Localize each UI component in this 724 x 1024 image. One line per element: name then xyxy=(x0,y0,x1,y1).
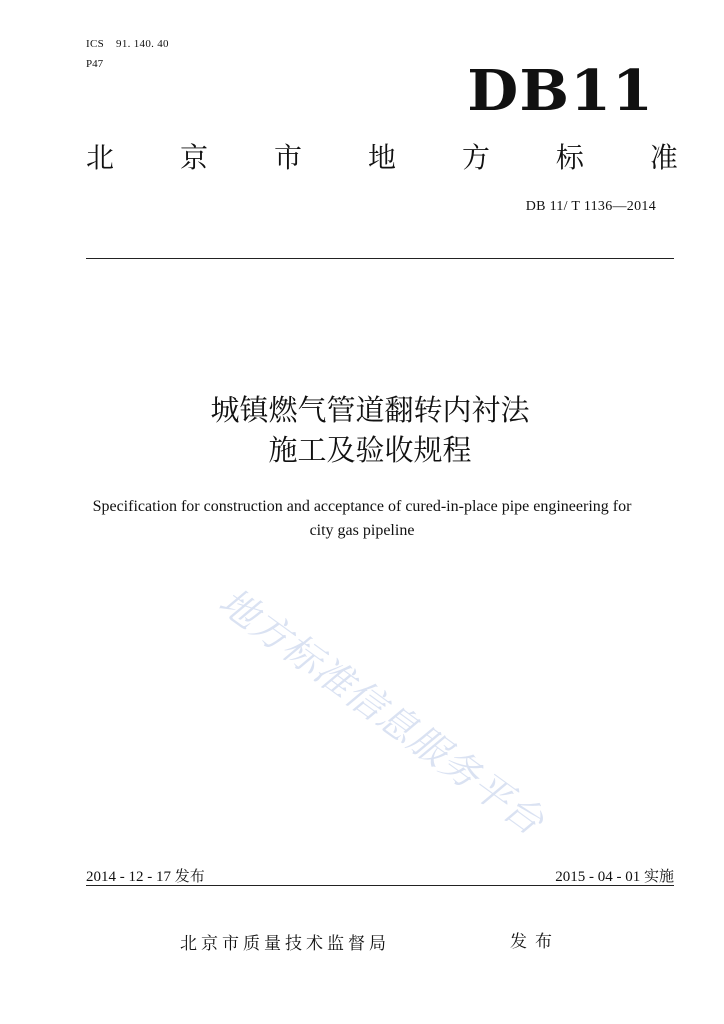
english-title xyxy=(62,495,662,543)
english-title-line-2: city gas pipeline xyxy=(309,522,415,539)
implement-date-label: 实施 xyxy=(643,867,674,885)
standard-type-char: 市 xyxy=(273,141,302,174)
issue-date: 2014 - 12 - 17 xyxy=(86,869,171,885)
watermark: 地方标准信息服务平台 xyxy=(210,579,553,844)
issue-date-block xyxy=(86,866,205,887)
chinese-title xyxy=(0,390,724,470)
ics-code: 91. 140. 40 xyxy=(116,38,169,50)
standard-type-char: 北 xyxy=(86,141,115,174)
issue-date-label: 发布 xyxy=(174,867,205,885)
standard-type-char: 准 xyxy=(649,141,678,174)
standard-type-char: 标 xyxy=(555,141,584,174)
issue-word: 发布 xyxy=(510,932,560,952)
ccs-code: P47 xyxy=(86,58,104,70)
standard-type-heading xyxy=(86,138,678,178)
ics-classification xyxy=(86,37,169,51)
standard-number: DB 11/ T 1136—2014 xyxy=(525,199,656,214)
top-divider xyxy=(86,258,674,259)
issuing-authority: 北京市质量技术监督局 xyxy=(180,934,390,954)
bottom-divider xyxy=(86,885,674,886)
english-title-line-1: Specification for construction and acceptance of cured-in-place pipe engineering for xyxy=(92,498,632,515)
ics-label: ICS xyxy=(86,38,105,50)
db11-logo: DB11 xyxy=(467,58,654,124)
standard-type-char: 京 xyxy=(179,141,208,174)
standard-type-char: 方 xyxy=(461,141,490,174)
chinese-title-line-2: 施工及验收规程 xyxy=(268,433,472,467)
standard-type-char: 地 xyxy=(367,141,396,174)
implement-date: 2015 - 04 - 01 xyxy=(555,869,641,885)
chinese-title-line-1: 城镇燃气管道翻转内衬法 xyxy=(210,393,530,427)
implement-date-block xyxy=(460,866,674,887)
